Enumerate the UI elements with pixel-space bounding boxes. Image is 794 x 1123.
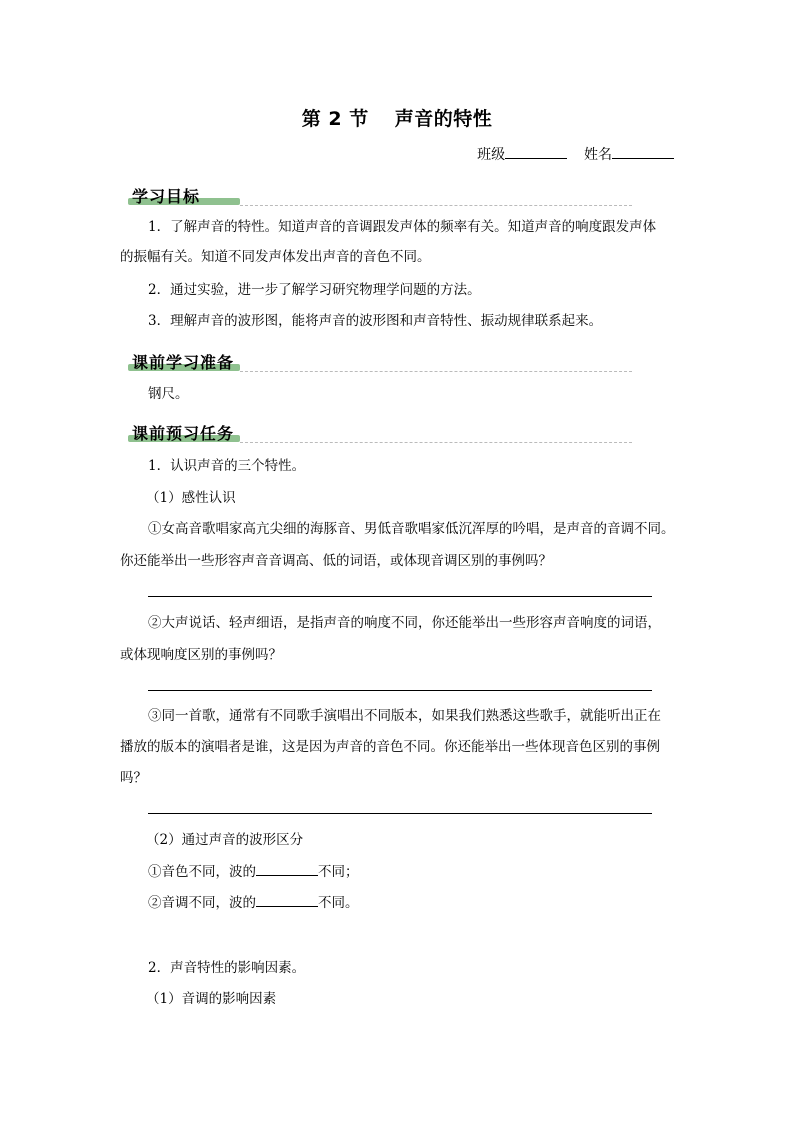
answer-line[interactable]	[148, 690, 652, 691]
fill-blank-item	[148, 862, 359, 882]
task-heading: 2．声音特性的影响因素。	[148, 960, 306, 976]
section-prep-title: 课前学习准备	[132, 353, 235, 372]
section-number: 第 2 节	[301, 108, 369, 130]
section-tasks-header	[122, 421, 632, 445]
student-info	[477, 144, 674, 164]
goal-item: 3．理解声音的波形图，能将声音的波形图和声音特性、振动规律联系起来。	[148, 313, 603, 329]
task-heading: 1．认识声音的三个特性。	[148, 458, 306, 474]
section-goals-title: 学习目标	[132, 187, 201, 206]
fill-blank-item	[148, 893, 359, 913]
question-text: ③同一首歌，通常有不同歌手演唱出不同版本，如果我们熟悉这些歌手，就能听出正在	[148, 708, 661, 724]
page-title	[0, 104, 794, 131]
subtask-heading: （1）感性认识	[146, 490, 236, 506]
section-goals-header	[122, 184, 632, 208]
answer-line[interactable]	[148, 813, 652, 814]
fill-blank-suffix: 不同；	[318, 864, 359, 880]
question-text-cont: 播放的版本的演唱者是谁，这是因为声音的音色不同。你还能举出一些体现音色区别的事例	[120, 739, 660, 755]
name-field[interactable]	[612, 146, 674, 159]
fill-blank-prefix: ①音色不同，波的	[148, 864, 256, 880]
question-text: ①女高音歌唱家高亢尖细的海豚音、男低音歌唱家低沉浑厚的吟唱，是声音的音调不同。	[148, 521, 675, 537]
fill-blank-suffix: 不同。	[318, 895, 359, 911]
section-prep-header	[122, 350, 632, 374]
question-text-cont: 吗？	[120, 770, 147, 786]
goal-item-cont: 的振幅有关。知道不同发声体发出声音的音色不同。	[120, 249, 431, 265]
fill-blank-field[interactable]	[256, 863, 318, 876]
subtask-heading: （2）通过声音的波形区分	[146, 832, 304, 848]
section-divider	[240, 205, 632, 206]
fill-blank-prefix: ②音调不同，波的	[148, 895, 256, 911]
class-label: 班级	[477, 147, 506, 163]
section-tasks-title: 课前预习任务	[132, 424, 235, 443]
question-text-cont: 或体现响度区别的事例吗？	[120, 647, 282, 663]
goal-item: 1．了解声音的特性。知道声音的音调跟发声体的频率有关。知道声音的响度跟发声体	[148, 219, 657, 235]
answer-line[interactable]	[148, 596, 652, 597]
subtask-heading: （1）音调的影响因素	[146, 991, 277, 1007]
prep-text: 钢尺。	[148, 386, 189, 402]
name-label: 姓名	[584, 147, 612, 163]
question-text-cont: 你还能举出一些形容声音音调高、低的词语，或体现音调区别的事例吗？	[120, 553, 552, 569]
class-field[interactable]	[505, 146, 567, 159]
section-divider	[240, 442, 632, 443]
section-divider	[240, 371, 632, 372]
topic-title: 声音的特性	[394, 108, 493, 130]
goal-item: 2．通过实验，进一步了解学习研究物理学问题的方法。	[148, 282, 481, 298]
fill-blank-field[interactable]	[256, 894, 318, 907]
question-text: ②大声说话、轻声细语，是指声音的响度不同，你还能举出一些形容声音响度的词语，	[148, 615, 661, 631]
